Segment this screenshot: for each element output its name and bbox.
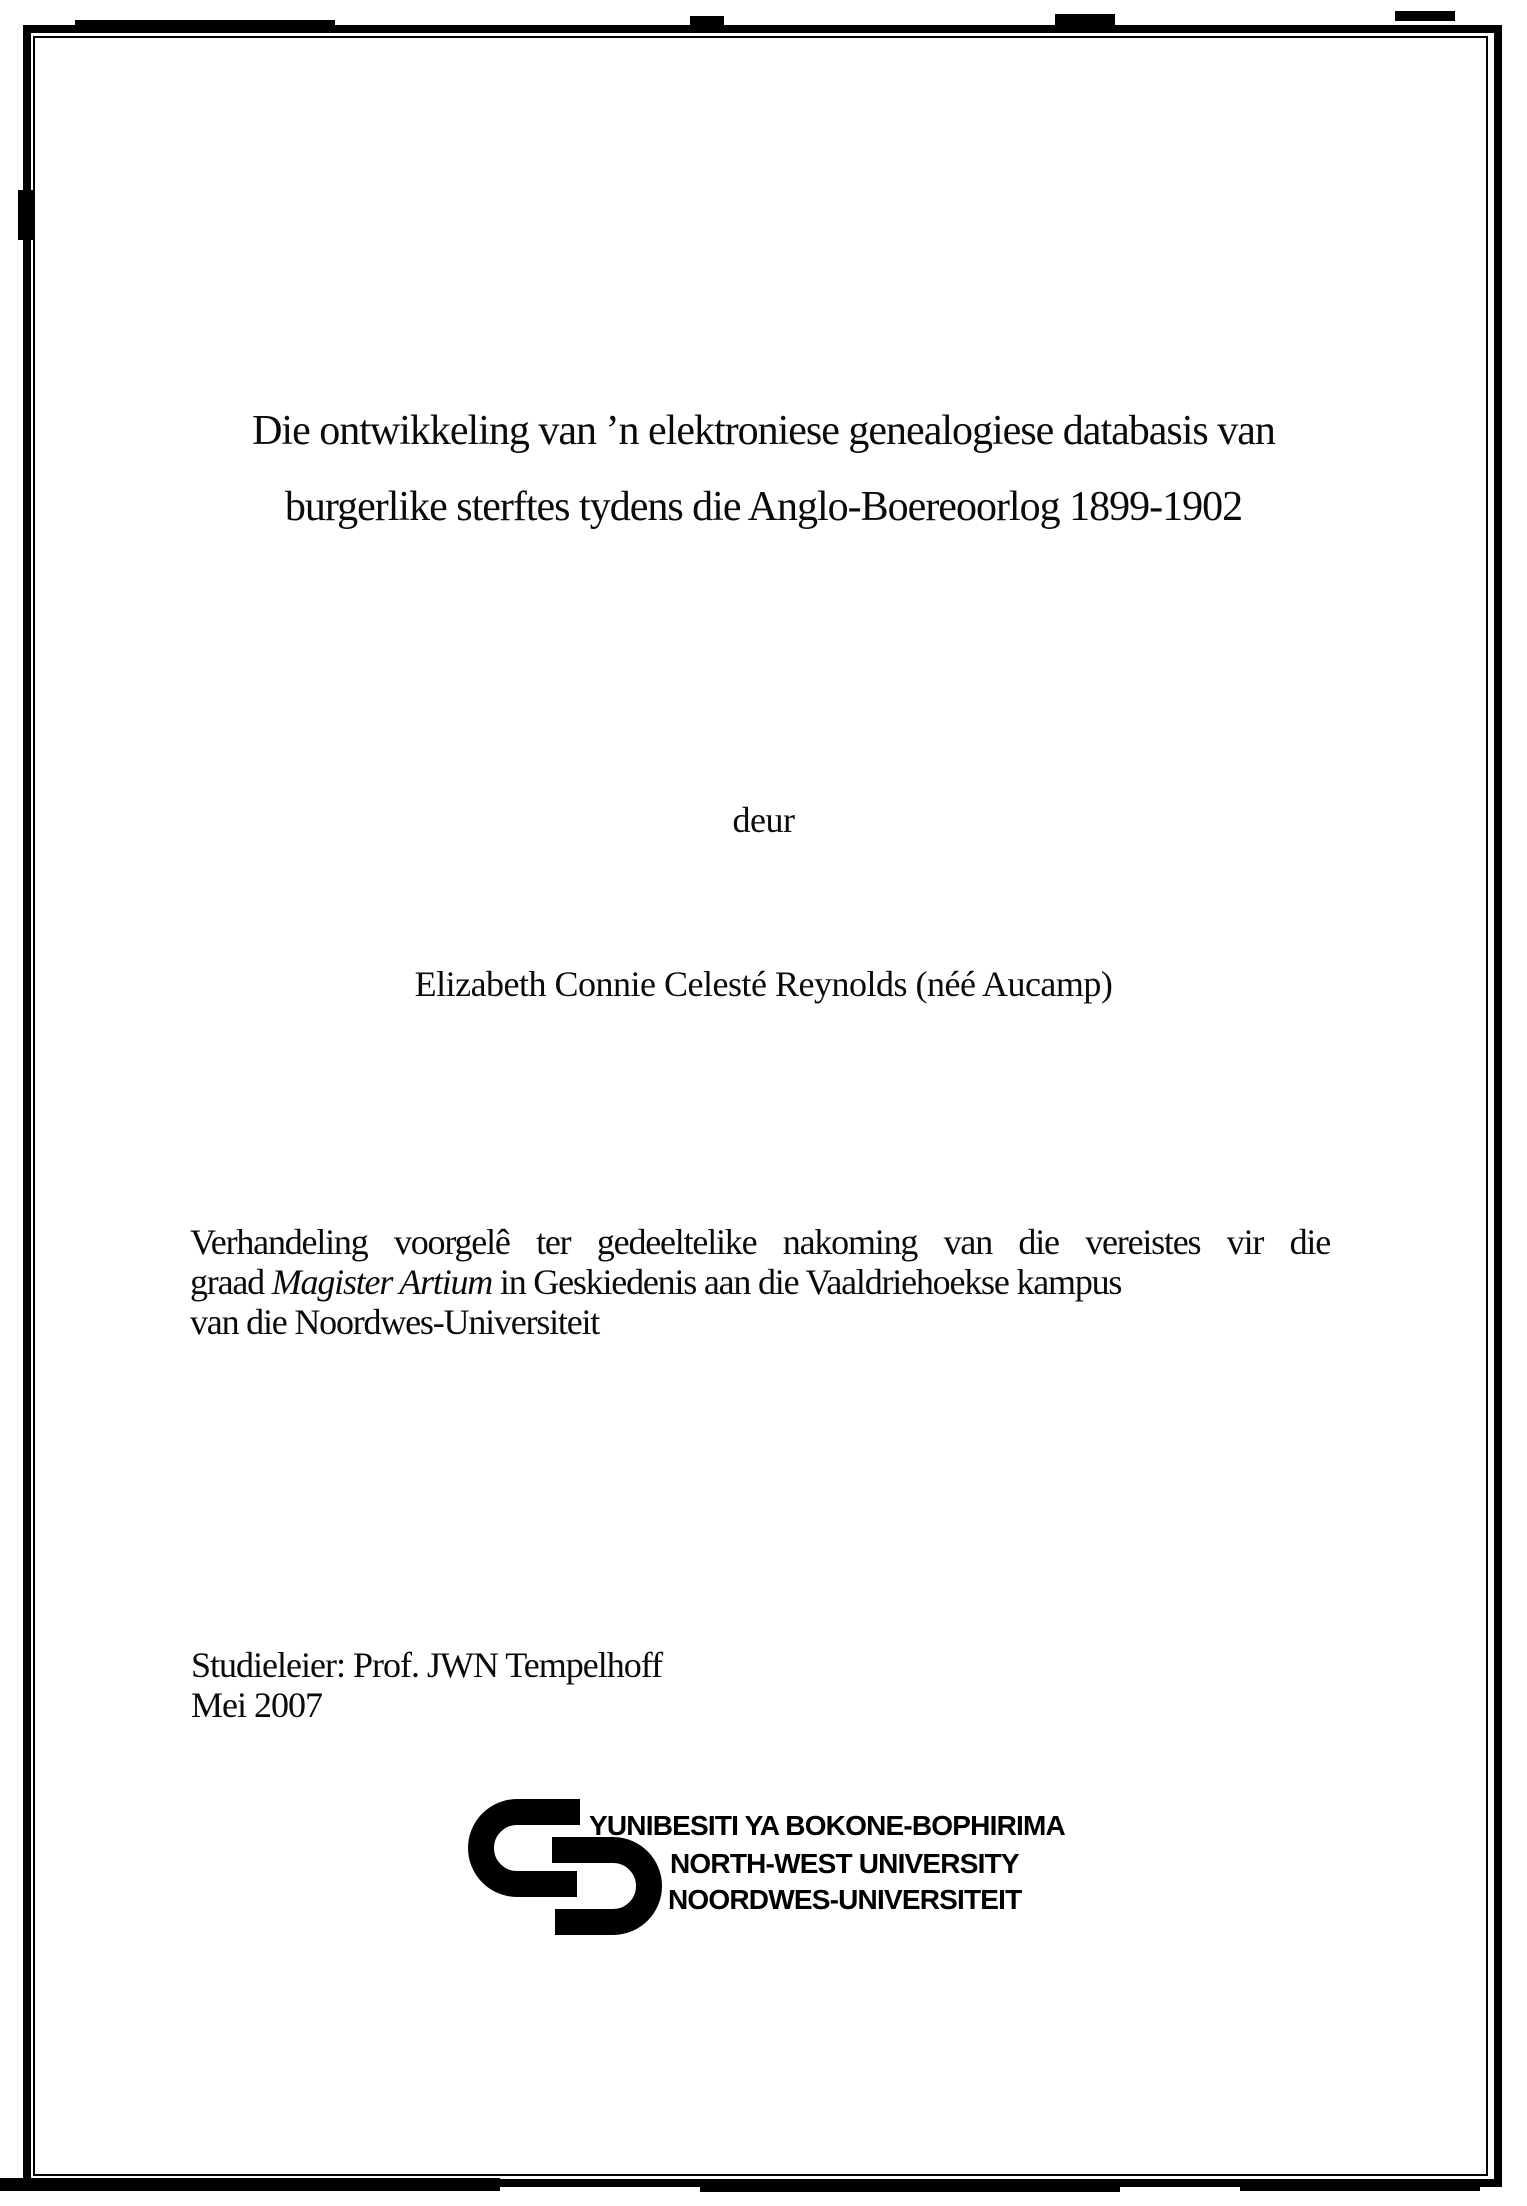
scan-artifact [0,2178,500,2191]
scan-artifact [1055,14,1115,26]
degree-name: Magister Artium [271,1262,493,1302]
declaration-line2-suffix: in Geskiedenis aan die Vaaldriehoekse kampus [492,1262,1122,1302]
scan-artifact [690,16,724,26]
declaration-line1: Verhandeling voorgelê ter gedeeltelike nakoming van die vereistes vir die [190,1222,1330,1262]
university-name-english: NORTH-WEST UNIVERSITY [670,1848,1019,1879]
university-name-afrikaans: NOORDWES-UNIVERSITEIT [668,1884,1022,1915]
scan-artifact [18,190,34,240]
supervisor-label: Studieleier: Prof. JWN Tempelhoff [191,1645,663,1685]
scan-artifact [1240,2182,1480,2191]
byline-preposition: deur [732,800,795,840]
supervisor-block [191,1645,662,1725]
scan-artifact [75,20,335,27]
thesis-title-line2: burgerlike sterftes tydens die Anglo-Boereoorlog 1899-1902 [284,484,1243,530]
declaration-line2-prefix: graad [190,1262,272,1302]
author-name: Elizabeth Connie Celesté Reynolds (néé Aucamp) [414,964,1113,1004]
declaration-line2 [190,1262,1330,1302]
scan-artifact [1395,11,1455,21]
thesis-title-line1: Die ontwikkeling van ’n elektroniese genealogiese databasis van [252,408,1275,454]
thesis-title [100,393,1427,545]
declaration-line3: van die Noordwes-Universiteit [190,1302,600,1342]
scan-artifact [700,2184,1120,2192]
university-name-setswana: YUNIBESITI YA BOKONE-BOPHIRIMA [589,1810,1065,1841]
degree-declaration [190,1222,1330,1342]
date-label: Mei 2007 [191,1685,322,1725]
